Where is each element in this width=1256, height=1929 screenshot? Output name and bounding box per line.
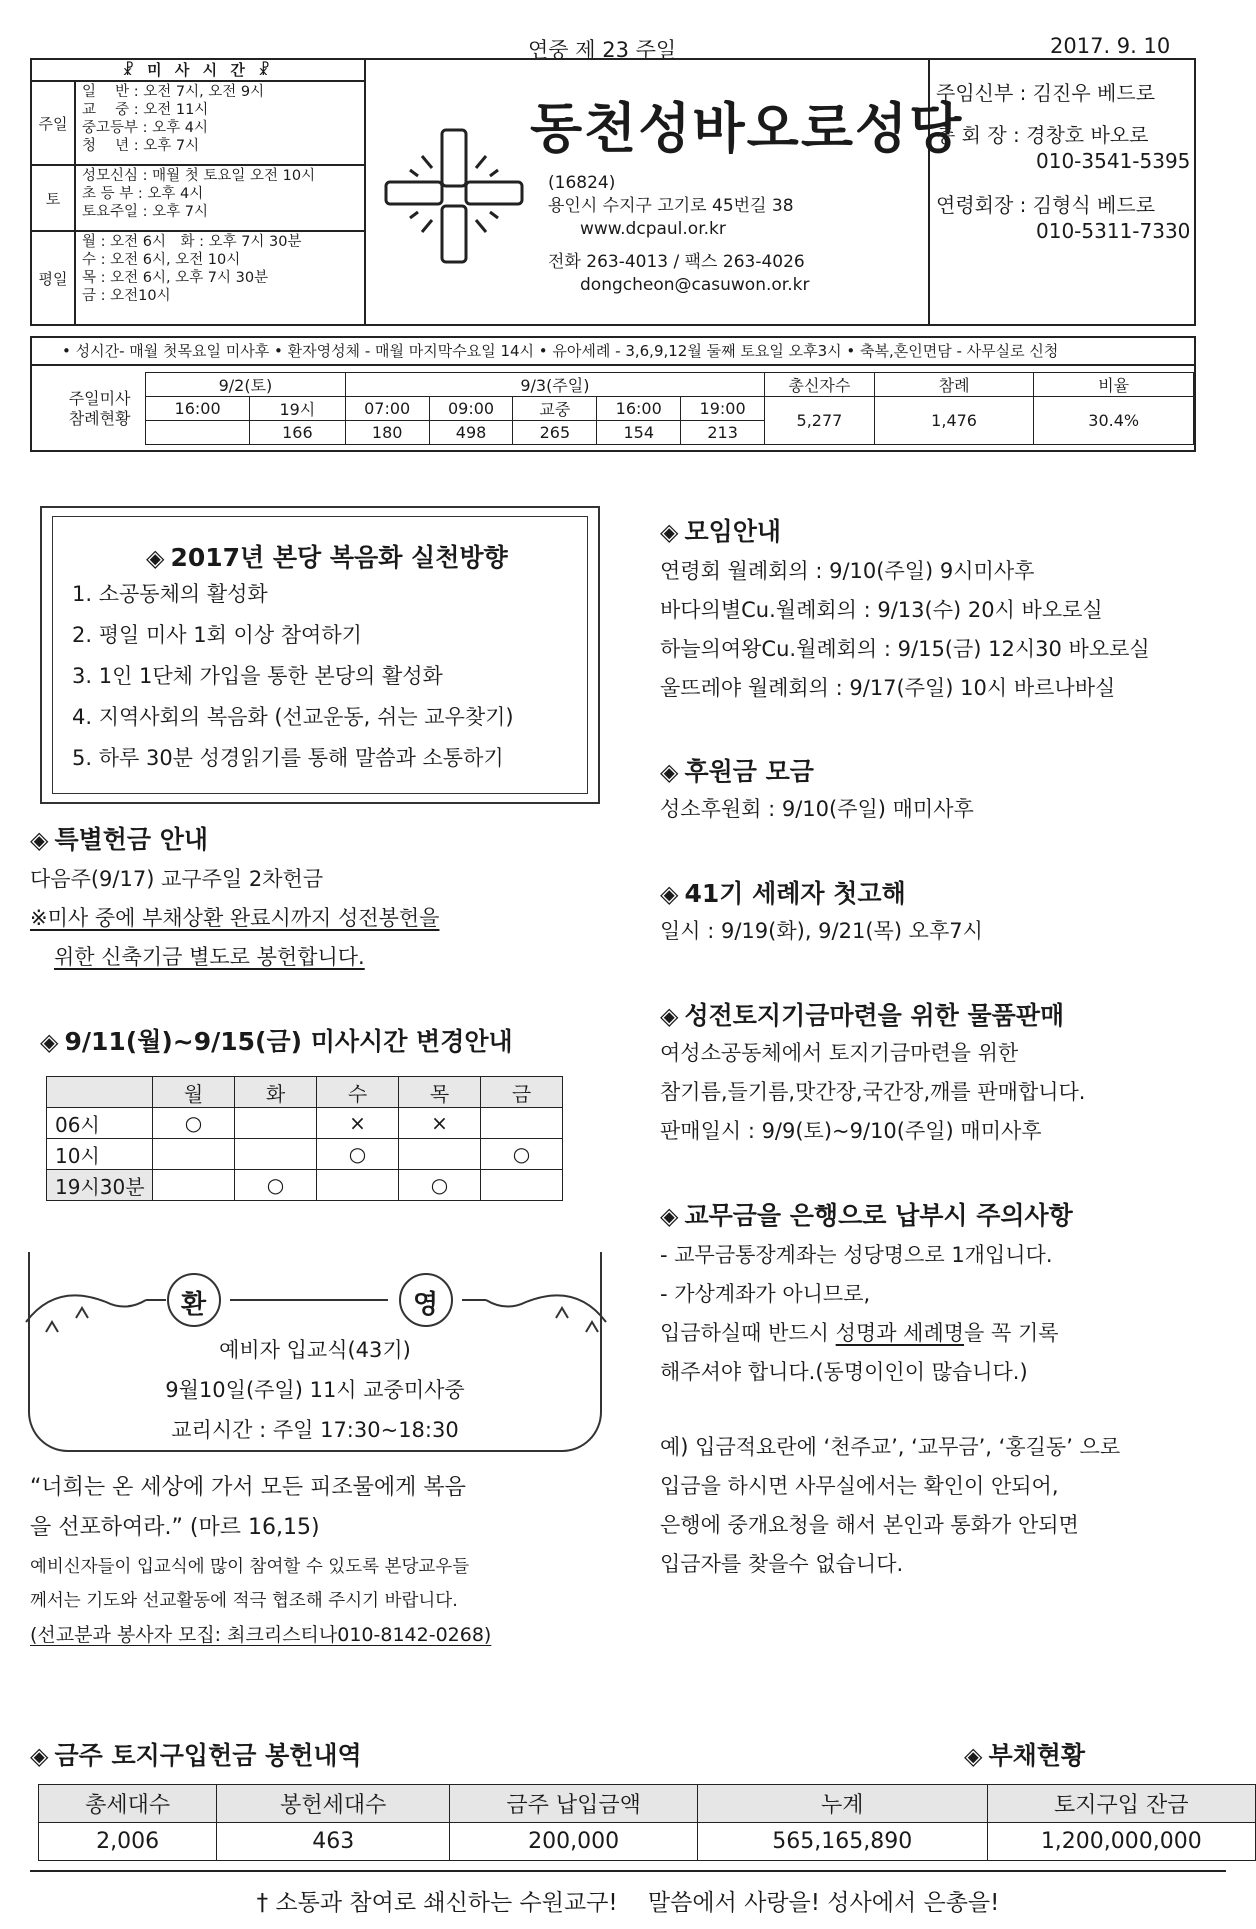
schedule-cell [153,1139,235,1170]
diamond-icon: ◈ [660,1002,679,1030]
sale-line-2: 참기름,들기름,맛간장,국간장,깨를 판매합니다. [660,1080,1086,1104]
special-line-3: 위한 신축기금 별도로 봉헌합니다. [54,945,365,969]
quote-line-4: 께서는 기도와 선교활동에 적극 협조해 주시기 바랍니다. [30,1591,458,1611]
special-body [30,860,439,977]
mass-sunday-line: 일 반 : 오전 7시, 오전 9시 [82,84,265,100]
welcome-char-2: 영 [413,1290,439,1320]
special-line-1: 다음주(9/17) 교구주일 2차헌금 [30,867,324,891]
diamond-icon: ◈ [30,826,49,854]
schedule-cell: ○ [399,1170,481,1201]
diamond-icon: ◈ [30,1742,49,1770]
attendance-table [54,372,1194,445]
land-header: 금주 납입금액 [450,1785,698,1823]
schedule-cell [235,1139,317,1170]
schedule-cell: ○ [317,1139,399,1170]
mass-weekday-label: 평일 [32,232,76,324]
sale-body [660,1034,1085,1151]
schedule-table [46,1076,563,1201]
welcome-char-1: 환 [181,1290,207,1320]
time-cell: 07:00 [345,397,429,421]
parish-name: 동천성바오로성당 [530,97,964,160]
phone-fax: 전화 263-4013 / 팩스 263-4026 [548,252,805,272]
meetings-title-row [660,512,781,548]
attendance-label [54,373,146,445]
land-table [38,1784,1256,1861]
notice-bar: • 성시간- 매월 첫목요일 미사후 • 환자영성체 - 매월 마지막수요일 14시 • 유아세례 - 3,6,9,12월 둘째 토요일 오후3시 • 축복,혼인면담 - 사무실로 신청 [30,336,1196,366]
sunday-date: 9/3(주일) [345,373,764,397]
schedule-cell: × [317,1108,399,1139]
bank-body [660,1236,1220,1584]
quote-line-3: 예비신자들이 입교식에 많이 참여할 수 있도록 본당교우들 [30,1557,470,1577]
diamond-icon: ◈ [660,880,679,908]
meeting-item: 하늘의여왕Cu.월례회의 : 9/15(금) 12시30 바오로실 [660,637,1150,661]
mass-sunday-line: 중고등부 : 오후 4시 [82,120,208,136]
issue-date: 2017. 9. 10 [1050,34,1171,58]
welcome-line-1: 예비자 입교식(43기) [219,1338,411,1362]
president-phone: 010-3541-5395 [1036,149,1191,173]
schedule-cell: × [399,1108,481,1139]
bank-line-7: 은행에 중개요청을 해서 본인과 통화가 안되면 [660,1513,1079,1537]
time-cell: 19:00 [681,397,765,421]
meetings-title: 모임안내 [684,517,782,546]
schedule-cell [481,1170,563,1201]
ratio-header: 비율 [1034,373,1194,397]
sale-title-row [660,996,1064,1032]
count-cell: 166 [249,421,345,445]
special-title-row [30,820,208,856]
diamond-icon: ◈ [660,518,679,546]
evangel-list [72,574,514,779]
evangel-item: 1. 소공동체의 활성화 [72,582,268,606]
schedule-cell [235,1108,317,1139]
land-header: 봉헌세대수 [217,1785,450,1823]
total-header: 총신자수 [765,373,875,397]
count-cell: 498 [429,421,513,445]
schedule-day-header: 화 [235,1077,317,1108]
bank-title-row [660,1196,1073,1232]
mass-times-box [30,58,366,326]
bank-title: 교무금을 은행으로 납부시 주의사항 [684,1201,1073,1230]
count-cell [146,421,250,445]
ratio-value: 30.4% [1034,397,1194,445]
bank-line-8: 입금자를 찾을수 없습니다. [660,1552,904,1576]
mass-weekday-line: 월 : 오전 6시 화 : 오후 7시 30분 [82,234,302,250]
bank-line-3b: 성명과 세례명 [835,1321,965,1345]
sale-line-3: 판매일시 : 9/9(토)~9/10(주일) 매미사후 [660,1119,1042,1143]
diamond-icon: ◈ [964,1742,983,1770]
diamond-icon: ◈ [660,1202,679,1230]
email-link[interactable]: dongcheon@casuwon.or.kr [580,275,810,295]
schedule-cell [317,1170,399,1201]
meetings-list [660,552,1150,708]
land-value: 2,006 [39,1823,217,1861]
president-name: 총 회 장 : 경창호 바오로 [936,123,1149,147]
schedule-day-header: 월 [153,1077,235,1108]
evangel-item: 5. 하루 30분 성경읽기를 통해 말씀과 소통하기 [72,746,504,770]
land-title-row [30,1736,362,1772]
sale-line-1: 여성소공동체에서 토지기금마련을 위한 [660,1041,1019,1065]
land-value: 463 [217,1823,450,1861]
land-title: 금주 토지구입헌금 봉헌내역 [54,1741,362,1770]
mass-sunday-line: 청 년 : 오후 7시 [82,138,200,154]
evangel-item: 2. 평일 미사 1회 이상 참여하기 [72,623,362,647]
mass-saturday-label: 토 [32,166,76,230]
welcome-body [30,1330,600,1450]
meeting-item: 연령회 월례회의 : 9/10(주일) 9시미사후 [660,559,1035,583]
attendance-label-1: 주일미사 [68,388,131,408]
bank-line-2: - 가상계좌가 아니므로, [660,1282,871,1306]
attendance-box [30,366,1196,452]
schedule-cell: ○ [153,1108,235,1139]
land-value: 565,165,890 [697,1823,987,1861]
mass-saturday-row [32,166,364,232]
mass-weekday-line: 금 : 오전10시 [82,288,171,304]
bank-line-6: 입금을 하시면 사무실에서는 확인이 안되어, [660,1474,1059,1498]
land-value: 200,000 [450,1823,698,1861]
mass-saturday-line: 초 등 부 : 오후 4시 [82,186,204,202]
evangel-item: 3. 1인 1단체 가입을 통한 본당의 활성화 [72,664,443,688]
time-cell: 16:00 [597,397,681,421]
mass-saturday-line: 토요주일 : 오후 7시 [82,204,208,220]
mass-sunday-row [32,82,364,166]
count-cell: 265 [513,421,597,445]
quote-block [30,1468,466,1548]
schedule-cell [153,1170,235,1201]
land-header: 총세대수 [39,1785,217,1823]
time-cell: 교중 [513,397,597,421]
schedule-cell: ○ [235,1170,317,1201]
mass-weekday-row [32,232,364,324]
schedule-cell [399,1139,481,1170]
mass-sunday-line: 교 중 : 오전 11시 [82,102,209,118]
debt-title-row [964,1736,1085,1772]
count-cell: 213 [681,421,765,445]
special-line-2: ※미사 중에 부채상환 완료시까지 성전봉헌을 [30,906,440,930]
street-address: 용인시 수지구 고기로 45번길 38 [548,196,794,216]
staff-info [936,80,1190,244]
parish-cross-logo [380,120,530,270]
bank-line-3a: 입금하실때 반드시 [660,1321,836,1345]
diamond-icon: ◈ [146,544,165,572]
schedule-day-header: 금 [481,1077,563,1108]
mass-weekday-line: 목 : 오전 6시, 오후 7시 30분 [82,270,269,286]
special-title: 특별헌금 안내 [54,825,209,854]
schedule-cell: ○ [481,1139,563,1170]
debt-header: 토지구입 잔금 [987,1785,1255,1823]
website-link[interactable]: www.dcpaul.or.kr [580,219,726,239]
welcome-line-3: 교리시간 : 주일 17:30~18:30 [171,1418,459,1442]
quote-notice [30,1550,491,1652]
schedule-title: 9/11(월)~9/15(금) 미사시간 변경안내 [64,1027,513,1056]
mass-saturday-line: 성모신심 : 매월 첫 토요일 오전 10시 [82,168,316,184]
schedule-time: 06시 [47,1108,153,1139]
quote-line-5: (선교분과 봉사자 모집: 최크리스티나010-8142-0268) [30,1624,492,1646]
time-cell: 19시 [249,397,345,421]
issue-title: 연중 제 23 주일 [528,38,677,62]
pastor-name: 주임신부 : 김진우 베드로 [936,81,1156,105]
bank-line-5: 예) 입금적요란에 ‘천주교’, ‘교무금’, ‘홍길동’ 으로 [660,1435,1121,1459]
mass-times-heading: ☧ 미 사 시 간 ☧ [32,60,364,82]
confession-line: 일시 : 9/19(화), 9/21(목) 오후7시 [660,919,983,943]
confession-title-row [660,874,906,910]
land-header: 누계 [697,1785,987,1823]
footer-divider [30,1870,1226,1872]
debt-title: 부채현황 [988,1741,1086,1770]
saturday-date: 9/2(토) [146,373,346,397]
meeting-item: 바다의별Cu.월례회의 : 9/13(수) 20시 바오로실 [660,598,1103,622]
debt-value: 1,200,000,000 [987,1823,1255,1861]
schedule-cell [481,1108,563,1139]
schedule-title-row [40,1022,513,1058]
postal-code: (16824) [548,173,616,193]
mass-weekday-line: 수 : 오전 6시, 오전 10시 [82,252,241,268]
mass-sunday-label: 주일 [32,82,76,164]
bank-line-1: - 교무금통장계좌는 성당명으로 1개입니다. [660,1243,1053,1267]
quote-line-1: “너희는 온 세상에 가서 모든 피조물에게 복음 [30,1475,466,1500]
count-cell: 154 [597,421,681,445]
support-title-row [660,752,814,788]
footer-slogan: † 소통과 참여로 쇄신하는 수원교구! 말씀에서 사랑을! 성사에서 은총을! [256,1890,1000,1916]
time-cell: 16:00 [146,397,250,421]
quote-line-2: 을 선포하여라.” (마르 16,15) [30,1515,320,1540]
bank-line-3c: 을 꼭 기록 [964,1321,1059,1345]
support-line: 성소후원회 : 9/10(주일) 매미사후 [660,797,974,821]
attend-value: 1,476 [874,397,1034,445]
elder-name: 연령회장 : 김형식 베드로 [936,193,1156,217]
sale-title: 성전토지기금마련을 위한 물품판매 [684,1001,1065,1030]
support-title: 후원금 모금 [684,757,814,786]
parish-address-block [548,172,809,297]
schedule-day-header: 수 [317,1077,399,1108]
meeting-item: 울뜨레야 월례회의 : 9/17(주일) 10시 바르나바실 [660,676,1116,700]
diamond-icon: ◈ [660,758,679,786]
count-cell: 180 [345,421,429,445]
schedule-time: 10시 [47,1139,153,1170]
confession-title: 41기 세례자 첫고해 [684,879,906,908]
welcome-line-2: 9월10일(주일) 11시 교중미사중 [165,1378,465,1402]
schedule-time: 19시30분 [47,1170,153,1201]
total-value: 5,277 [765,397,875,445]
evangel-item: 4. 지역사회의 복음화 (선교운동, 쉬는 교우찾기) [72,705,514,729]
time-cell: 09:00 [429,397,513,421]
diamond-icon: ◈ [40,1028,59,1056]
attend-header: 참례 [874,373,1034,397]
schedule-day-header: 목 [399,1077,481,1108]
schedule-day-header [47,1077,153,1108]
attendance-label-2: 참례현황 [68,408,131,428]
bank-line-4: 해주셔야 합니다.(동명이인이 많습니다.) [660,1360,1028,1384]
evangel-title-row [146,538,508,574]
evangel-title: 2017년 본당 복음화 실천방향 [170,543,508,572]
elder-phone: 010-5311-7330 [1036,219,1191,243]
